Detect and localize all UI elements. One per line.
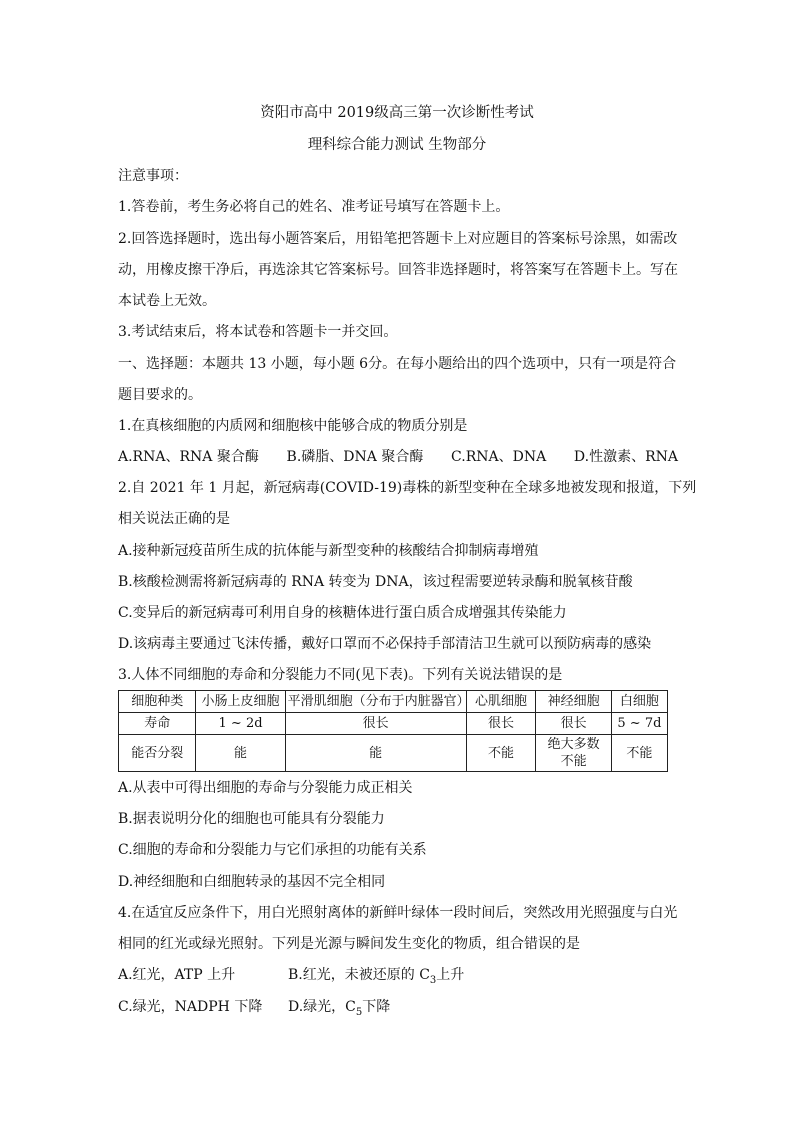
table-cell: 不能 [611, 735, 667, 772]
q3-stem: 3.人体不同细胞的寿命和分裂能力不同(见下表)。下列有关说法错误的是 [118, 667, 563, 683]
table-cell: 平滑肌细胞（分布于内脏器官） [285, 691, 466, 713]
section-heading-line-2: 题目要求的。 [118, 387, 202, 403]
table-cell: 细胞种类 [119, 691, 196, 713]
q2-option-c[interactable]: C.变异后的新冠病毒可利用自身的核糖体进行蛋白质合成增强其传染能力 [118, 605, 567, 621]
q1-stem: 1.在真核细胞的内质网和细胞核中能够合成的物质分别是 [118, 418, 468, 434]
q2-option-d[interactable]: D.该病毒主要通过飞沫传播，戴好口罩而不必保持手部清洁卫生就可以预防病毒的感染 [118, 636, 652, 652]
q2-option-a[interactable]: A.接种新冠疫苗所生成的抗体能与新型变种的核酸结合抑制病毒增殖 [118, 543, 539, 559]
q4-stem-line-2: 相同的红光或绿光照射。下列是光源与瞬间发生变化的物质，组合错误的是 [118, 936, 580, 952]
q1-option-d[interactable]: D.性激素、RNA [573, 449, 678, 465]
q4-option-d-tail: 下降 [362, 999, 391, 1015]
note-2-line-3: 本试卷上无效。 [118, 293, 216, 309]
q1-option-c[interactable]: C.RNA、DNA [451, 449, 547, 465]
table-cell: 5 ~ 7d [611, 713, 667, 735]
page-title: 资阳市高中 2019级高三第一次诊断性考试 [260, 105, 534, 121]
q4-option-b-text: B.红光，未被还原的 C [288, 967, 430, 983]
note-2-line-1: 2.回答选择题时，选出每小题答案后，用铅笔把答题卡上对应题目的答案标号涂黑，如需改 [118, 231, 678, 247]
q4-option-b-tail: 上升 [436, 967, 465, 983]
note-2-line-2: 动，用橡皮擦干净后，再选涂其它答案标号。回答非选择题时，将答案写在答题卡上。写在 [118, 262, 678, 278]
table-cell: 神经细胞 [536, 691, 611, 713]
q3-option-a[interactable]: A.从表中可得出细胞的寿命与分裂能力成正相关 [118, 780, 413, 796]
note-3: 3.考试结束后，将本试卷和答题卡一并交回。 [118, 324, 398, 340]
table-cell: 心肌细胞 [466, 691, 536, 713]
table-header-row [119, 691, 668, 713]
q1-option-b[interactable]: B.磷脂、DNA 聚合酶 [286, 449, 424, 465]
table-row-lifespan [119, 713, 668, 735]
q1-option-a[interactable]: A.RNA、RNA 聚合酶 [118, 449, 259, 465]
table-cell: 寿命 [119, 713, 196, 735]
table-cell [536, 735, 611, 772]
subscript: 5 [355, 1006, 363, 1018]
q2-stem-line-1: 2.自 2021 年 1 月起，新冠病毒(COVID-19)毒株的新型变种在全球多地被发现和报道，下列 [118, 480, 697, 496]
q3-option-c[interactable]: C.细胞的寿命和分裂能力与它们承担的功能有关系 [118, 842, 427, 858]
q2-option-b[interactable]: B.核酸检测需将新冠病毒的 RNA 转变为 DNA，该过程需要逆转录酶和脱氧核苷酸 [118, 574, 633, 590]
table-cell: 不能 [466, 735, 536, 772]
q4-option-a[interactable]: A.红光，ATP 上升 [118, 967, 236, 983]
table-cell: 很长 [285, 713, 466, 735]
q3-option-d[interactable]: D.神经细胞和白细胞转录的基因不完全相同 [118, 874, 386, 890]
section-heading-line-1: 一、选择题：本题共 13 小题，每小题 6分。在每小题给出的四个选项中，只有一项是符合 [118, 356, 677, 372]
q3-option-b[interactable]: B.据表说明分化的细胞也可能具有分裂能力 [118, 811, 385, 827]
table-cell: 能 [285, 735, 466, 772]
cell-lifespan-table [118, 690, 668, 772]
page-subtitle: 理科综合能力测试 生物部分 [307, 137, 487, 153]
q4-options-row-2 [118, 997, 390, 1023]
table-cell: 很长 [536, 713, 611, 735]
note-1: 1.答卷前，考生务必将自己的姓名、准考证号填写在答题卡上。 [118, 199, 510, 215]
table-cell: 白细胞 [611, 691, 667, 713]
table-cell: 能否分裂 [119, 735, 196, 772]
table-cell: 小肠上皮细胞 [196, 691, 285, 713]
q2-stem-line-2: 相关说法正确的是 [118, 511, 230, 527]
q4-option-d[interactable] [288, 997, 390, 1023]
q4-option-b[interactable] [288, 965, 464, 991]
q4-option-d-text: D.绿光，C [288, 999, 356, 1015]
cell-text-line-1: 绝大多数 [547, 737, 600, 752]
subscript: 3 [429, 974, 437, 986]
table-cell: 1 ~ 2d [196, 713, 285, 735]
q4-options-row-1 [118, 965, 464, 991]
cell-text-line-2: 不能 [560, 754, 587, 769]
table-cell: 能 [196, 735, 285, 772]
q4-stem-line-1: 4.在适宜反应条件下，用白光照射离体的新鲜叶绿体一段时间后，突然改用光照强度与白光 [118, 905, 678, 921]
table-row-division [119, 735, 668, 772]
notes-heading: 注意事项： [118, 168, 188, 184]
table-cell: 很长 [466, 713, 536, 735]
q1-options [118, 447, 678, 467]
q4-option-c[interactable]: C.绿光，NADPH 下降 [118, 999, 263, 1015]
